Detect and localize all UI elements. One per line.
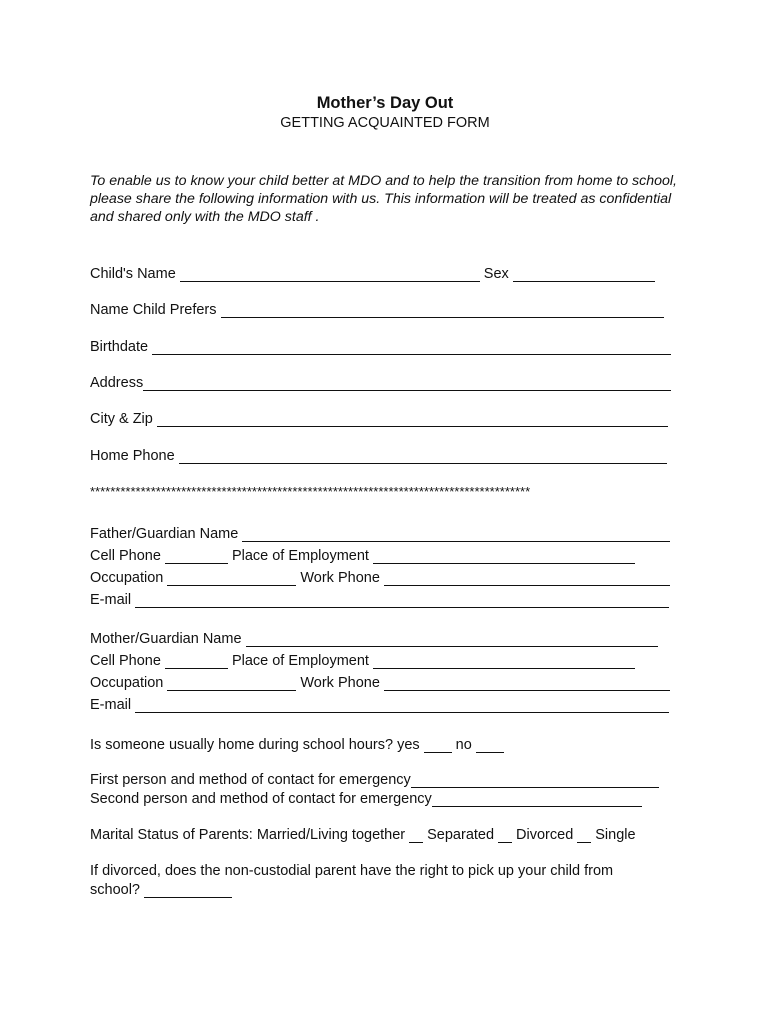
father-name-field[interactable] <box>242 527 670 542</box>
mother-occupation-row <box>90 671 674 691</box>
custody-answer-row <box>90 878 236 898</box>
birthdate-row <box>90 335 675 355</box>
father-employment-label: Place of Employment <box>231 548 369 564</box>
father-name-row <box>90 522 674 542</box>
father-work-field[interactable] <box>384 571 670 586</box>
father-occupation-label: Occupation <box>90 570 164 586</box>
marital-status-row <box>90 823 636 843</box>
emergency-second-row <box>90 787 646 807</box>
child-prefers-label: Name Child Prefers <box>90 302 217 318</box>
form-subtitle: GETTING ACQUAINTED FORM <box>280 115 490 131</box>
father-occupation-field[interactable] <box>167 571 296 586</box>
mother-occupation-field[interactable] <box>167 676 296 691</box>
mother-employment-field[interactable] <box>373 654 635 669</box>
sex-label: Sex <box>483 266 509 282</box>
mother-cell-row <box>90 649 639 669</box>
separated-field[interactable] <box>498 828 512 843</box>
mother-name-row <box>90 627 662 647</box>
mother-email-label: E-mail <box>90 697 132 713</box>
child-name-field[interactable] <box>180 267 480 282</box>
mother-work-field[interactable] <box>384 676 670 691</box>
child-prefers-field[interactable] <box>221 303 664 318</box>
emergency-second-field[interactable] <box>432 792 642 807</box>
address-field[interactable] <box>143 376 671 391</box>
mother-employment-label: Place of Employment <box>231 653 369 669</box>
child-name-label: Child's Name <box>90 266 176 282</box>
mother-name-label: Mother/Guardian Name <box>90 631 242 647</box>
custody-answer-field[interactable] <box>144 883 232 898</box>
section-separator: *************************************************************************************** <box>90 484 531 499</box>
address-label: Address <box>90 375 144 391</box>
child-name-row <box>90 262 659 282</box>
home-question-label: Is someone usually home during school hours? yes <box>90 737 420 753</box>
father-email-label: E-mail <box>90 592 132 608</box>
father-occupation-row <box>90 566 674 586</box>
emergency-first-row <box>90 768 663 788</box>
city-zip-field[interactable] <box>157 412 668 427</box>
child-prefers-row <box>90 298 668 318</box>
city-zip-row <box>90 407 672 427</box>
mother-work-label: Work Phone <box>300 675 380 691</box>
father-work-label: Work Phone <box>300 570 380 586</box>
home-during-school-row <box>90 733 508 753</box>
mother-email-row <box>90 693 673 713</box>
father-email-row <box>90 588 673 608</box>
father-employment-field[interactable] <box>373 549 635 564</box>
married-field[interactable] <box>409 828 423 843</box>
mother-name-field[interactable] <box>246 632 658 647</box>
custody-question-line2: school? <box>90 882 140 898</box>
home-phone-row <box>90 444 671 464</box>
father-cell-row <box>90 544 639 564</box>
home-no-field[interactable] <box>476 738 504 753</box>
single-label: Single <box>595 827 636 843</box>
address-row <box>90 371 675 391</box>
home-phone-label: Home Phone <box>90 448 175 464</box>
home-no-label: no <box>455 737 472 753</box>
separated-label: Separated <box>427 827 495 843</box>
marital-status-label: Marital Status of Parents: Married/Living together <box>90 827 406 843</box>
emergency-first-field[interactable] <box>411 773 659 788</box>
divorced-label: Divorced <box>516 827 574 843</box>
divorced-field[interactable] <box>577 828 591 843</box>
mother-occupation-label: Occupation <box>90 675 164 691</box>
home-yes-field[interactable] <box>424 738 452 753</box>
father-cell-label: Cell Phone <box>90 548 161 564</box>
city-zip-label: City & Zip <box>90 411 153 427</box>
emergency-first-label: First person and method of contact for emergency <box>90 772 411 788</box>
mother-email-field[interactable] <box>135 698 669 713</box>
custody-question-row <box>90 859 613 879</box>
father-name-label: Father/Guardian Name <box>90 526 239 542</box>
home-phone-field[interactable] <box>179 449 667 464</box>
birthdate-label: Birthdate <box>90 339 149 355</box>
intro-paragraph: To enable us to know your child better at MDO and to help the transition from home to school, please share the following information with us. This information will be treated as confidential and shared only with the MDO staff . <box>90 173 677 225</box>
emergency-second-label: Second person and method of contact for emergency <box>90 791 432 807</box>
custody-question-line1: If divorced, does the non-custodial parent have the right to pick up your child from <box>90 863 614 879</box>
sex-field[interactable] <box>513 267 655 282</box>
birthdate-field[interactable] <box>152 340 671 355</box>
mother-cell-field[interactable] <box>165 654 228 669</box>
mother-cell-label: Cell Phone <box>90 653 161 669</box>
father-cell-field[interactable] <box>165 549 228 564</box>
father-email-field[interactable] <box>135 593 669 608</box>
form-title: Mother’s Day Out <box>316 94 454 112</box>
